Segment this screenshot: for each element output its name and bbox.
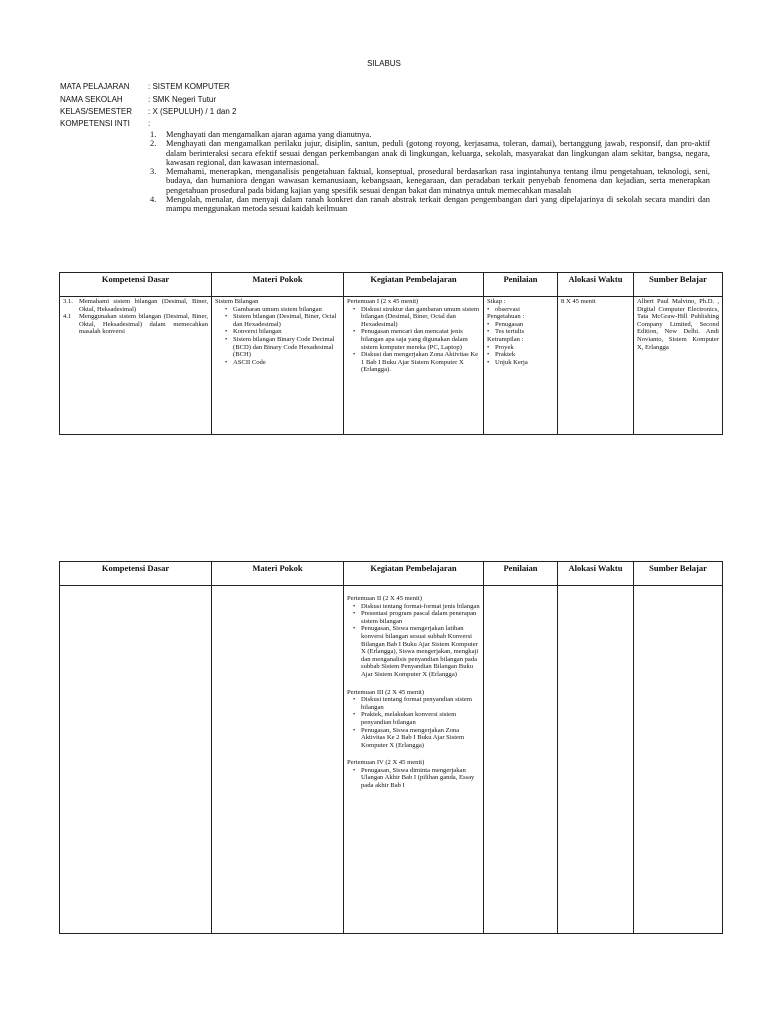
- penilaian-pengetahuan-label: Pengetahuan :: [487, 313, 525, 321]
- pertemuan-title: Pertemuan III (2 X 45 menit): [347, 688, 425, 696]
- ki-number: 2.: [150, 139, 157, 149]
- header-sumber-belajar: Sumber Belajar: [634, 562, 723, 586]
- ki-number: 4.: [150, 195, 157, 205]
- materi-title: Sistem Bilangan: [215, 298, 259, 305]
- sikap-list: [487, 306, 554, 314]
- list-item: • observasi: [495, 306, 554, 314]
- ki-item: [150, 167, 710, 195]
- info-label: KELAS/SEMESTER: [60, 107, 133, 116]
- header-kegiatan: Kegiatan Pembelajaran: [344, 562, 484, 586]
- list-item: • Penugasan, Siswa mengerjakan latihan konversi bilangan sesuai subbab Konversi Bilangan Bab I Buku Ajar Sistem Komputer X (Erlangga), Siswa mengerjakan, mengkaji dan menganalisis penyandian bilangan pada subbab Sistem Penyandian Bilangan Buku Ajar Sistem Komputer X (Erlangga): [361, 625, 480, 678]
- info-kelas-semester: [60, 107, 236, 117]
- silabus-table-1: [59, 272, 723, 435]
- info-label: MATA PELAJARAN: [60, 82, 130, 91]
- cell-penilaian: [484, 297, 558, 435]
- ki-text: Menghayati dan mengamalkan perilaku jujur, disiplin, santun, peduli (gotong royong, kerjasama, toleran, damai), bertanggung jawab, responsif, dan pro-aktif dalam berinteraksi secara efektif sesuai dengan perkembangan anak di lingkungan, keluarga, sekolah, masyarakat dan lingkungan alam sekitar, bangsa, negara, kawasan regional, dan kawasan internasional.: [166, 139, 710, 167]
- list-item: • Konversi bilangan: [233, 328, 340, 336]
- table-row: [60, 297, 723, 435]
- cell-materi-pokok: [212, 297, 344, 435]
- list-item: • Penugasan: [495, 321, 554, 329]
- cell-penilaian: [484, 586, 558, 934]
- list-item: • Penugasan, Siswa diminta mengerjakan Ulangan Akhir Bab I (pilihan ganda, Essay pada akhir Bab I: [361, 767, 480, 790]
- kd-number: 4.1: [63, 313, 72, 321]
- header-penilaian: Penilaian: [484, 273, 558, 297]
- cell-materi-pokok: [212, 586, 344, 934]
- document-title: SILABUS: [367, 59, 401, 68]
- list-item: • Presentasi program pascal dalam penerapan sistem bilangan: [361, 610, 480, 625]
- list-item: • Praktek, melakukan konversi sistem penyandian bilangan: [361, 711, 480, 726]
- header-kegiatan: Kegiatan Pembelajaran: [344, 273, 484, 297]
- penilaian-sikap-label: Sikap :: [487, 298, 506, 305]
- info-value: : SMK Negeri Tutur: [148, 95, 217, 104]
- info-nama-sekolah: [60, 95, 216, 105]
- pertemuan-title: Pertemuan II (2 X 45 menit): [347, 595, 422, 602]
- list-item: • Tes tertulis: [495, 328, 554, 336]
- header-sumber-belajar: Sumber Belajar: [634, 273, 723, 297]
- list-item: • Unjuk Kerja: [495, 359, 554, 367]
- list-item: • Praktek: [495, 351, 554, 359]
- sumber-text: Albert Paul Malvino, Ph.D. , Digital Computer Electronics, Tata McGraw-Hill Publishing Company Limited, Second Edition, New Delhi. Andi Novianto, Sistem Komputer X, Erlangga: [637, 298, 719, 351]
- table-row: [60, 586, 723, 934]
- kd-text: Menggunakan sistem bilangan (Desimal, Biner, Oktal, Heksadesimal) dalam memecahkan masalah konversi: [79, 313, 208, 336]
- list-item: • Sistem bilangan Binary Code Decimal (BCD) dan Binary Code Hexadesimal (BCH): [233, 336, 340, 359]
- kegiatan-list: [347, 603, 480, 679]
- info-label: NAMA SEKOLAH: [60, 95, 123, 104]
- list-item: • Penugasan mencari dan mencatat jenis bilangan apa saja yang digunakan dalam sistem komputer mereka (PC, Laptop): [361, 328, 480, 351]
- cell-sumber-belajar: [634, 297, 723, 435]
- header-materi-pokok: Materi Pokok: [212, 562, 344, 586]
- cell-alokasi-waktu: [558, 297, 634, 435]
- cell-kegiatan: [344, 586, 484, 934]
- header-materi-pokok: Materi Pokok: [212, 273, 344, 297]
- alokasi-value: 8 X 45 menit: [561, 298, 596, 305]
- list-item: • ASCII Code: [233, 359, 340, 367]
- table-header-row: [60, 562, 723, 586]
- silabus-table-2: [59, 561, 723, 934]
- cell-alokasi-waktu: [558, 586, 634, 934]
- pengetahuan-list: [487, 321, 554, 336]
- kegiatan-list: [347, 696, 480, 749]
- ki-text: Mengolah, menalar, dan menyaji dalam ranah konkret dan ranah abstrak terkait dengan pengembangan dari yang dipelajarinya di sekolah secara mandiri dan mampu menggunakan metoda sesuai kaidah keilmuan: [166, 195, 710, 214]
- kegiatan-list: [347, 767, 480, 790]
- ki-item: [150, 130, 710, 139]
- cell-kompetensi-dasar: [60, 297, 212, 435]
- info-value: : SISTEM KOMPUTER: [148, 82, 230, 91]
- info-mata-pelajaran: [60, 82, 230, 92]
- list-item: • Diskusi tentang format-format jenis bilangan: [361, 603, 480, 611]
- list-item: • Diskusi struktur dan gambaran umum sistem bilangan (Desimal, Biner, Octal dan Hexadesimal): [361, 306, 480, 329]
- ki-item: [150, 195, 710, 214]
- header-kompetensi-dasar: Kompetensi Dasar: [60, 562, 212, 586]
- kd-item: [63, 313, 208, 336]
- materi-list: [215, 306, 340, 367]
- info-kompetensi-inti: [60, 119, 150, 129]
- pertemuan-title: Pertemuan IV (2 X 45 menit): [347, 759, 425, 767]
- header-alokasi-waktu: Alokasi Waktu: [558, 273, 634, 297]
- ki-number: 3.: [150, 167, 157, 177]
- list-item: • Penugasan, Siswa mengerjakan Zona Aktivitas Ke 2 Bab I Buku Ajar Sistem Komputer X (Erlangga): [361, 727, 480, 750]
- info-label: KOMPETENSI INTI: [60, 119, 130, 128]
- penilaian-keterampilan-label: Ketrampilan :: [487, 335, 524, 343]
- list-item: • Proyek: [495, 344, 554, 352]
- kd-text: Memahami sistem bilangan (Desimal, Biner, Oktal, Heksadesimal): [79, 298, 208, 313]
- cell-kompetensi-dasar: [60, 586, 212, 934]
- ki-number: 1.: [150, 130, 157, 139]
- list-item: • Diskusi tentang format penyandian sistem bilangan: [361, 696, 480, 711]
- pertemuan-title: Pertemuan I (2 x 45 menit): [347, 298, 419, 305]
- ki-text: Menghayati dan mengamalkan ajaran agama yang dianutnya.: [166, 130, 372, 139]
- kd-number: 3.1.: [63, 298, 73, 305]
- ki-item: [150, 139, 710, 167]
- info-value: : X (SEPULUH) / 1 dan 2: [148, 107, 237, 116]
- list-item: • Sistem bilangan (Desimal, Biner, Octal dan Hexadesimal): [233, 313, 340, 328]
- list-item: • Diskusi dan mengerjakan Zona Aktivitas Ke 1 Bab I Buku Ajar Sistem Komputer X (Erlangga).: [361, 351, 480, 374]
- table-header-row: [60, 273, 723, 297]
- keterampilan-list: [487, 344, 554, 367]
- header-kompetensi-dasar: Kompetensi Dasar: [60, 273, 212, 297]
- list-item: • Gambaran umum sistem bilangan: [233, 306, 340, 314]
- cell-sumber-belajar: [634, 586, 723, 934]
- kompetensi-inti-list: [150, 130, 710, 214]
- cell-kegiatan: [344, 297, 484, 435]
- ki-text: Memahami, menerapkan, menganalisis pengetahuan faktual, konseptual, prosedural berdasarkan rasa ingintahunya tentang ilmu pengetahuan, teknologi, seni, budaya, dan humaniora dengan wawasan kemanusiaan, kebangsaan, kenegaraan, dan peradaban terkait penyebab fenomena dan kejadian, serta menerapkan pengetahuan prosedural pada bidang kajian yang spesifik sesuai dengan bakat dan minatnya untuk memecahkan masalah: [166, 167, 710, 195]
- kd-item: [63, 298, 208, 313]
- info-value: :: [148, 119, 151, 128]
- kegiatan-list: [347, 306, 480, 374]
- header-penilaian: Penilaian: [484, 562, 558, 586]
- header-alokasi-waktu: Alokasi Waktu: [558, 562, 634, 586]
